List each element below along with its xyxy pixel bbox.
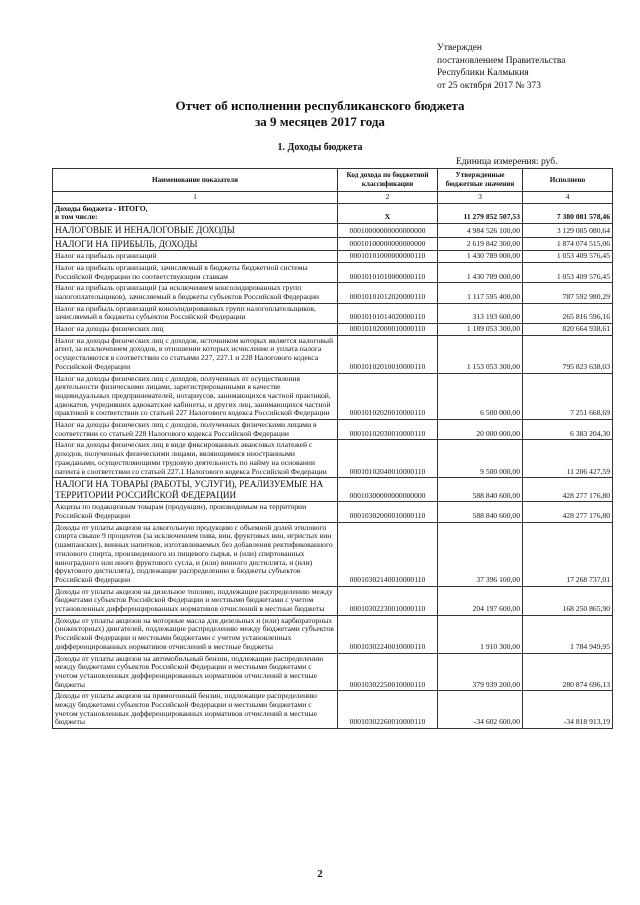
table-row (53, 373, 613, 420)
row-approved: 20 000 000,00 (438, 420, 523, 440)
row-approved: 11 279 852 507,53 (438, 203, 523, 223)
row-approved: -34 602 600,00 (438, 691, 523, 729)
row-executed: 168 250 865,90 (523, 586, 613, 615)
row-name: Налог на прибыль организаций консолидированных групп налогоплательщиков, зачисляемый в бюджеты субъектов Российской Федерации (53, 303, 338, 323)
row-approved: 1 910 300,00 (438, 615, 523, 653)
row-approved: 1 117 595 400,00 (438, 283, 523, 303)
table-row (53, 502, 613, 522)
row-code: 00010302140010000110 (338, 522, 438, 586)
row-code: 00010100000000000000 (338, 237, 438, 251)
row-approved: 204 197 600,00 (438, 586, 523, 615)
row-approved: 1 189 053 300,00 (438, 324, 523, 336)
row-name: Налог на доходы физических лиц в виде фиксированных авансовых платежей с доходов, полученных физическими лицами, являющимися иностранными гражданами, осуществляющими трудовую деятельность по найму на основании патента в соответствии со статьей 227.1 Налогового кодекса Российской Федерации (53, 440, 338, 478)
table-row (53, 478, 613, 502)
table-row (53, 224, 613, 238)
table-row (53, 237, 613, 251)
section-title: 1. Доходы бюджета (277, 142, 363, 153)
row-approved: 6 500 000,00 (438, 373, 523, 420)
row-name-subtext: в том числе: (55, 212, 98, 222)
row-approved: 379 939 200,00 (438, 653, 523, 691)
row-name (53, 203, 338, 223)
table-row (53, 283, 613, 303)
table-row (53, 440, 613, 478)
table-row (53, 335, 613, 373)
row-code: X (338, 203, 438, 223)
row-executed: 1 053 409 576,45 (523, 262, 613, 282)
row-name: Доходы от уплаты акцизов на дизельное топливо, подлежащие распределению между бюджетами субъектов Российской Федерации и местными бюджетами с учетом установленных дифференцированных нормативов отчислений в местные бюджеты (53, 586, 338, 615)
column-number: 2 (338, 192, 438, 204)
row-executed: 1 874 074 515,06 (523, 237, 613, 251)
row-executed: 17 268 737,01 (523, 522, 613, 586)
row-name: Доходы от уплаты акцизов на моторные масла для дизельных и (или) карбюраторных (инжекторных) двигателей, подлежащие распределению между бюджетами субъектов Российской Федерации и местными бюджетами с учетом установленных дифференцированных нормативов отчислений в местные бюджеты (53, 615, 338, 653)
header-code: Код дохода по бюджетной классификации (338, 169, 438, 192)
row-approved: 2 619 842 300,00 (438, 237, 523, 251)
row-executed: 820 664 938,61 (523, 324, 613, 336)
table-row (53, 420, 613, 440)
row-executed: 787 592 980,29 (523, 283, 613, 303)
row-approved: 588 840 600,00 (438, 502, 523, 522)
row-name-text: Доходы бюджета - ИТОГО, (55, 203, 148, 213)
row-approved: 37 396 100,00 (438, 522, 523, 586)
row-executed: 265 816 596,16 (523, 303, 613, 323)
column-number-row (53, 192, 613, 204)
row-name: Налог на прибыль организаций, зачисляемый в бюджеты бюджетной системы Российской Федерации по соответствующим ставкам (53, 262, 338, 282)
row-code: 00010101012020000110 (338, 283, 438, 303)
row-approved: 313 193 600,00 (438, 303, 523, 323)
report-title-line: за 9 месяцев 2017 года (255, 114, 385, 129)
report-title-line: Отчет об исполнении республиканского бюджета (175, 98, 465, 113)
row-executed: 7 251 668,69 (523, 373, 613, 420)
row-name: Налог на доходы физических лиц с доходов, полученных физическими лицами в соответствии со статьей 228 Налогового кодекса Российской Федерации (53, 420, 338, 440)
row-executed: 428 277 176,80 (523, 478, 613, 502)
row-code: 00010302260010000110 (338, 691, 438, 729)
row-code: 00010101000000000110 (338, 251, 438, 263)
row-name: Акцизы по подакцизным товарам (продукции), производимым на территории Российской Федерации (53, 502, 338, 522)
row-code: 00010101014020000110 (338, 303, 438, 323)
unit-label: Единица измерения: руб. (456, 157, 558, 167)
row-code: 00010101010000000110 (338, 262, 438, 282)
row-executed: 3 129 085 080,64 (523, 224, 613, 238)
row-name: Доходы от уплаты акцизов на прямогонный бензин, подлежащие распределению между бюджетами субъектов Российской Федерации и местными бюджетами с учетом установленных дифференцированных нормативов отчислений в местные бюджеты (53, 691, 338, 729)
row-code: 00010300000000000000 (338, 478, 438, 502)
page-number: 2 (317, 868, 323, 880)
income-table (52, 168, 613, 729)
row-executed: 1 784 949,95 (523, 615, 613, 653)
row-executed: 1 053 409 576,45 (523, 251, 613, 263)
row-name: Доходы от уплаты акцизов на алкогольную продукцию с объемной долей этилового спирта свыше 9 процентов (за исключением пива, вин, фруктовых вин, игристых вин (шампанских), винных напитков, изготавливаемых без добавления ректификованного этилового спирта, произведенного из пищевого сырья, и (или) спиртованных виноградного или иного фруктового сусла, и (или) винного дистиллята, и (или) фруктового дистиллята), подлежащие распределению в бюджеты субъектов Российской Федерации (53, 522, 338, 586)
approval-line: постановлением Правительства (437, 55, 566, 66)
table-row (53, 324, 613, 336)
table-row (53, 586, 613, 615)
approval-line: Утвержден (437, 43, 482, 53)
header-executed: Исполнено (523, 169, 613, 192)
header-name: Наименование показателя (53, 169, 338, 192)
row-name: Налог на доходы физических лиц с доходов, полученных от осуществления деятельности физическими лицами, зарегистрированными в качестве индивидуальных предпринимателей, нотариусов, занимающихся частной практикой, адвокатов, учредивших адвокатские кабинеты, и других лиц, занимающихся частной практикой в соответствии со статьей 227 Налогового кодекса Российской Федерации (53, 373, 338, 420)
row-name: НАЛОГИ НА ТОВАРЫ (РАБОТЫ, УСЛУГИ), РЕАЛИЗУЕМЫЕ НА ТЕРРИТОРИИ РОССИЙСКОЙ ФЕДЕРАЦИИ (53, 478, 338, 502)
table-row (53, 262, 613, 282)
table-row (53, 251, 613, 263)
row-code: 00010102030010000110 (338, 420, 438, 440)
row-code: 00010302000010000110 (338, 502, 438, 522)
approval-line: от 25 октября 2017 № 373 (437, 80, 542, 91)
row-code: 00010102020010000110 (338, 373, 438, 420)
column-number: 1 (53, 192, 338, 204)
row-code: 00010102010010000110 (338, 335, 438, 373)
row-executed: 280 874 696,13 (523, 653, 613, 691)
row-executed: 795 823 638,03 (523, 335, 613, 373)
table-row (53, 653, 613, 691)
header-row (53, 169, 613, 192)
table-row (53, 522, 613, 586)
row-approved: 1 153 053 300,00 (438, 335, 523, 373)
row-code: 00010102000010000110 (338, 324, 438, 336)
row-name: Налог на доходы физических лиц (53, 324, 338, 336)
table-row (53, 203, 613, 223)
report-title (0, 98, 640, 130)
row-executed: 7 380 081 578,46 (523, 203, 613, 223)
row-code: 00010302230010000110 (338, 586, 438, 615)
row-executed: -34 818 913,19 (523, 691, 613, 729)
row-code: 00010302240010000110 (338, 615, 438, 653)
row-code: 00010102040010000110 (338, 440, 438, 478)
row-approved: 9 500 000,00 (438, 440, 523, 478)
row-executed: 11 206 427,59 (523, 440, 613, 478)
row-approved: 1 430 789 000,00 (438, 251, 523, 263)
row-code: 00010302250010000110 (338, 653, 438, 691)
table-row (53, 615, 613, 653)
approval-block (437, 42, 565, 92)
row-name: Доходы от уплаты акцизов на автомобильный бензин, подлежащие распределению между бюджетами субъектов Российской Федерации и местными бюджетами с учетом установленных дифференцированных нормативов отчислений в местные бюджеты (53, 653, 338, 691)
approval-line: Республики Калмыкия (437, 68, 529, 78)
row-name: НАЛОГИ НА ПРИБЫЛЬ, ДОХОДЫ (53, 237, 338, 251)
row-name: Налог на прибыль организаций (53, 251, 338, 263)
row-approved: 588 840 600,00 (438, 478, 523, 502)
row-name: Налог на доходы физических лиц с доходов, источником которых является налоговый агент, за исключением доходов, в отношении которых исчисление и уплата налога осуществляются в соответствии со статьями 227, 227.1 и 228 Налогового кодекса Российской Федерации (53, 335, 338, 373)
row-name: НАЛОГОВЫЕ И НЕНАЛОГОВЫЕ ДОХОДЫ (53, 224, 338, 238)
header-approved: Утвержденные бюджетные значения (438, 169, 523, 192)
row-executed: 428 277 176,80 (523, 502, 613, 522)
row-code: 00010000000000000000 (338, 224, 438, 238)
row-approved: 1 430 789 000,00 (438, 262, 523, 282)
row-approved: 4 984 526 100,00 (438, 224, 523, 238)
row-executed: 6 383 204,30 (523, 420, 613, 440)
table-row (53, 691, 613, 729)
row-name: Налог на прибыль организаций (за исключением консолидированных групп налогоплательщиков), зачисляемый в бюджеты субъектов Российской Федерации (53, 283, 338, 303)
column-number: 3 (438, 192, 523, 204)
column-number: 4 (523, 192, 613, 204)
table-row (53, 303, 613, 323)
